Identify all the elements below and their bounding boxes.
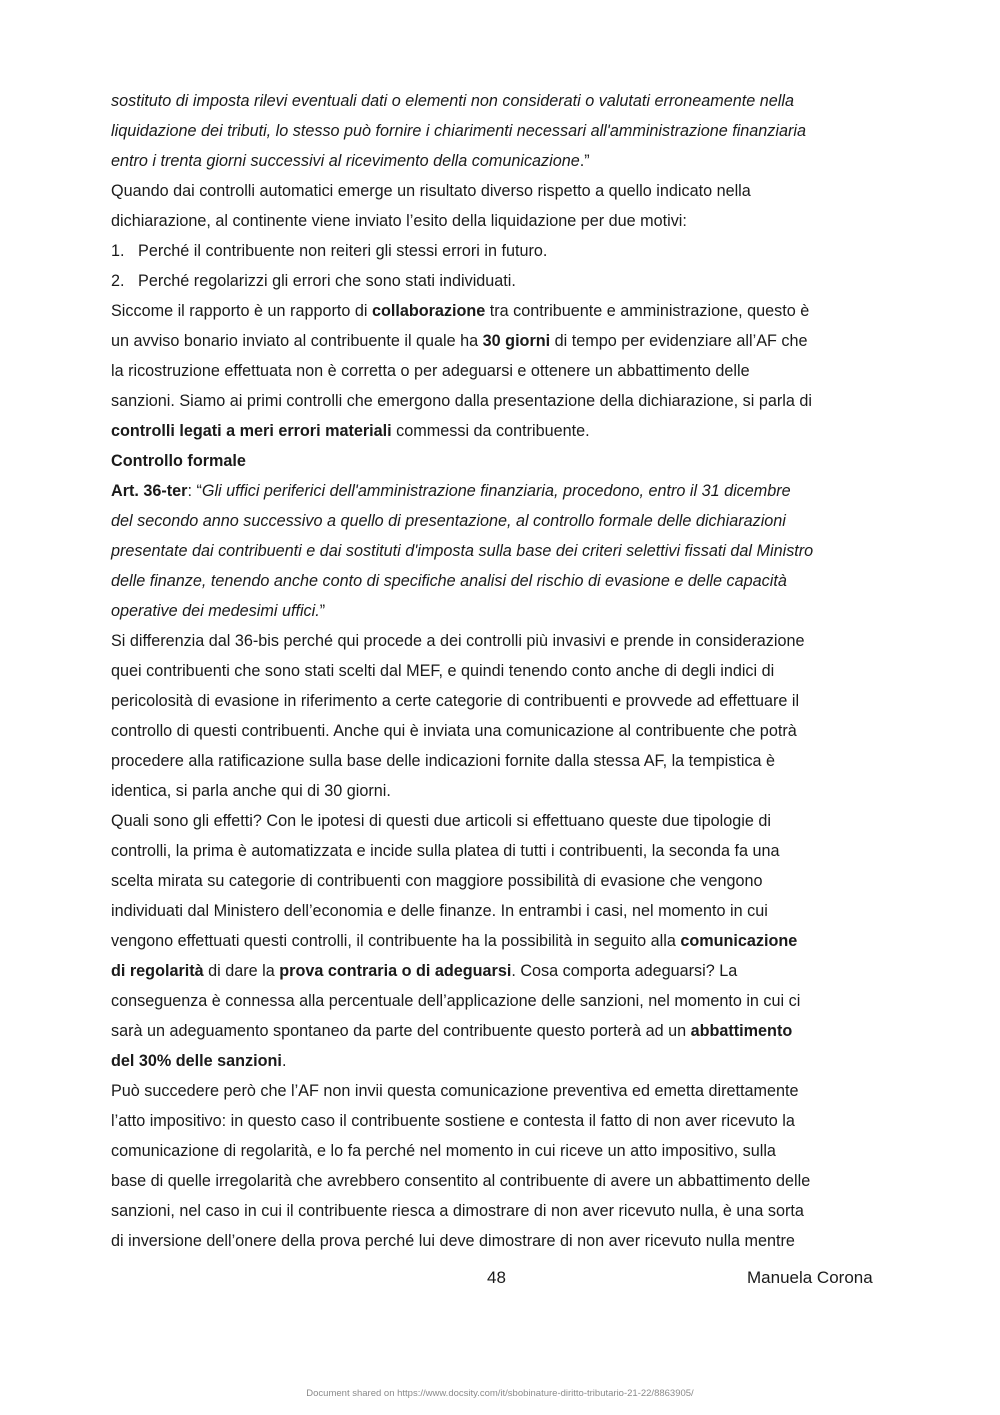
page-author: Manuela Corona [747, 1268, 873, 1287]
list-text: Perché il contribuente non reiteri gli stessi errori in futuro. [138, 242, 548, 260]
text-run: un avviso bonario inviato al contribuente il quale ha [111, 332, 483, 350]
paragraph-line: scelta mirata su categorie di contribuenti con maggiore possibilità di evasione che vengono [111, 872, 763, 890]
paragraph-line: l’atto impositivo: in questo caso il contribuente sostiene e contesta il fatto di non aver ricevuto la [111, 1112, 795, 1130]
paragraph-line [111, 956, 891, 986]
page-number: 48 [487, 1268, 506, 1287]
quote-line: liquidazione dei tributi, lo stesso può fornire i chiarimenti necessari all'amministrazione finanziaria [111, 122, 806, 140]
document-source-notice: Document shared on https://www.docsity.com/it/sbobinature-diritto-tributario-21-22/8863905/ [306, 1388, 694, 1399]
bold-term: controlli legati a meri errori materiali [111, 422, 392, 440]
quote-line [111, 146, 891, 176]
text-run: di tempo per evidenziare all’AF che [550, 332, 808, 350]
list-number: 1. [111, 242, 125, 260]
paragraph-liquidation [111, 176, 891, 236]
list-text: Perché regolarizzi gli errori che sono stati individuati. [138, 272, 516, 290]
text-run: vengono effettuati questi controlli, il contribuente ha la possibilità in seguito alla [111, 932, 681, 950]
paragraph-line: pericolosità di evasione in riferimento a certe categorie di contribuenti e provvede ad effettuare il [111, 692, 800, 710]
paragraph-line: Può succedere però che l’AF non invii questa comunicazione preventiva ed emetta direttamente [111, 1082, 799, 1100]
paragraph-line: conseguenza è connessa alla percentuale dell’applicazione delle sanzioni, nel momento in cui ci [111, 992, 801, 1010]
quote-close: ” [319, 602, 326, 620]
list-number: 2. [111, 272, 125, 290]
paragraph-collaboration [111, 296, 891, 446]
paragraph-effects [111, 806, 891, 1076]
text-run: Siccome il rapporto è un rapporto di [111, 302, 372, 320]
quote-line [111, 476, 891, 506]
paragraph-line: Quali sono gli effetti? Con le ipotesi di questi due articoli si effettuano queste due tipologie di [111, 812, 771, 830]
paragraph-line: di inversione dell’onere della prova perché lui deve dimostrare di non aver ricevuto nulla mentre [111, 1232, 795, 1250]
bold-term: comunicazione [680, 932, 798, 950]
text-run: . [281, 1052, 287, 1070]
quote-line: del secondo anno successivo a quello di presentazione, al controllo formale delle dichiarazioni [111, 512, 786, 530]
numbered-list [111, 236, 891, 296]
heading-text: Controllo formale [111, 452, 246, 470]
paragraph-line [111, 326, 891, 356]
bold-term: del 30% delle sanzioni [111, 1052, 282, 1070]
quote-line [111, 596, 891, 626]
text-run: sarà un adeguamento spontaneo da parte del contribuente questo porterà ad un [111, 1022, 691, 1040]
paragraph-line: procedere alla ratificazione sulla base delle indicazioni fornite dalla stessa AF, la tempistica è [111, 752, 776, 770]
list-item [111, 266, 891, 296]
paragraph-line: individuati dal Ministero dell’economia e delle finanze. In entrambi i casi, nel momento in cui [111, 902, 768, 920]
paragraph-line: dichiarazione, al continente viene inviato l’esito della liquidazione per due motivi: [111, 212, 687, 230]
text-run: di dare la [203, 962, 280, 980]
text-run: commessi da contribuente. [391, 422, 590, 440]
section-heading [111, 446, 891, 476]
quote-close: .” [579, 152, 590, 170]
article-label: Art. 36-ter [111, 482, 188, 500]
bold-term: collaborazione [371, 302, 486, 320]
paragraph-line [111, 1046, 891, 1076]
paragraph-line: controlli, la prima è automatizzata e incide sulla platea di tutti i contribuenti, la seconda fa una [111, 842, 780, 860]
quote-line: presentate dai contribuenti e dai sostituti d'imposta sulla base dei criteri selettivi fissati dal Ministro [111, 542, 814, 560]
paragraph-line [111, 1016, 891, 1046]
text-run: : “ [187, 482, 202, 500]
quote-line: delle finanze, tenendo anche conto di specifiche analisi del rischio di evasione e delle capacità [111, 572, 787, 590]
paragraph-line: sanzioni. Siamo ai primi controlli che emergono dalla presentazione della dichiarazione, si parla di [111, 392, 812, 410]
quote-text: entro i trenta giorni successivi al ricevimento della comunicazione [111, 152, 580, 170]
paragraph-line: Quando dai controlli automatici emerge un risultato diverso rispetto a quello indicato nella [111, 182, 751, 200]
quote-text: Gli uffici periferici dell'amministrazione finanziaria, procedono, entro il 31 dicembre [201, 482, 791, 500]
paragraph-line: identica, si parla anche qui di 30 giorni. [111, 782, 391, 800]
paragraph-line [111, 926, 891, 956]
paragraph-line: comunicazione di regolarità, e lo fa perché nel momento in cui riceve un atto impositivo, sulla [111, 1142, 776, 1160]
list-item [111, 236, 891, 266]
bold-term: 30 giorni [482, 332, 551, 350]
paragraph-line [111, 416, 891, 446]
paragraph-line: sanzioni, nel caso in cui il contribuente riesca a dimostrare di non aver ricevuto nulla, è una sorta [111, 1202, 804, 1220]
text-run: tra contribuente e amministrazione, questo è [485, 302, 810, 320]
bold-term: prova contraria o di adeguarsi [279, 962, 512, 980]
paragraph-differences [111, 626, 891, 806]
bold-term: di regolarità [111, 962, 204, 980]
text-run: . Cosa comporta adeguarsi? La [511, 962, 738, 980]
document-body [111, 86, 891, 1256]
quote-text: operative dei medesimi uffici. [111, 602, 320, 620]
quote-continuation [111, 86, 891, 176]
paragraph-line: base di quelle irregolarità che avrebbero consentito al contribuente di avere un abbattimento delle [111, 1172, 811, 1190]
article-quote [111, 476, 891, 626]
paragraph-line: la ricostruzione effettuata non è corretta o per adeguarsi e ottenere un abbattimento delle [111, 362, 750, 380]
paragraph-inversion [111, 1076, 891, 1256]
paragraph-line: controllo di questi contribuenti. Anche qui è inviata una comunicazione al contribuente che potrà [111, 722, 797, 740]
paragraph-line: Si differenzia dal 36-bis perché qui procede a dei controlli più invasivi e prende in considerazione [111, 632, 805, 650]
paragraph-line [111, 296, 891, 326]
paragraph-line: quei contribuenti che sono stati scelti dal MEF, e quindi tenendo conto anche di degli indici di [111, 662, 775, 680]
quote-line: sostituto di imposta rilevi eventuali dati o elementi non considerati o valutati erroneamente nella [111, 92, 794, 110]
bold-term: abbattimento [690, 1022, 793, 1040]
